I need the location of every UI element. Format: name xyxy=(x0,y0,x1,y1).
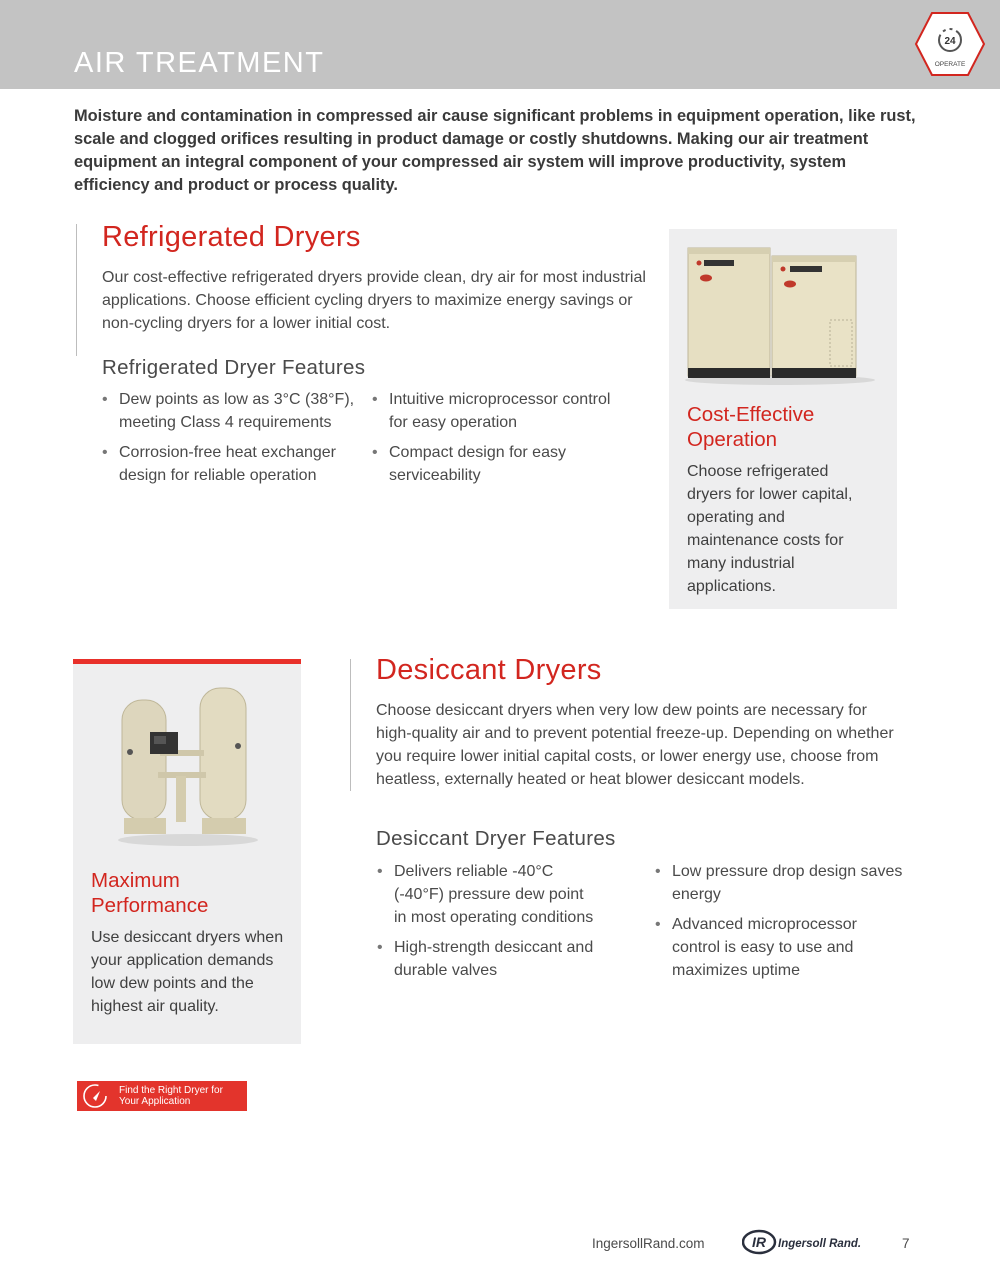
desiccant-features-col2 xyxy=(654,860,904,989)
maximum-performance-title: Maximum Performance xyxy=(91,869,209,917)
refrigerated-features-col1 xyxy=(101,388,371,494)
ingersoll-rand-logo xyxy=(742,1229,872,1255)
maximum-performance-text: Use desiccant dryers when your application demands low dew points and the highest air quality. xyxy=(91,929,284,1015)
compass-arrow-icon xyxy=(82,1083,108,1109)
cost-effective-title: Cost-Effective Operation xyxy=(687,403,815,451)
cost-effective-text: Choose refrigerated dryers for lower capital, operating and maintenance costs for many industrial applications. xyxy=(687,463,853,595)
list-item: • Advanced microprocessor control is easy to use and maximizes uptime xyxy=(654,913,904,982)
badge-label: OPERATE xyxy=(934,61,966,68)
operate-24-badge-icon xyxy=(914,11,986,77)
desiccant-title: Desiccant Dryers xyxy=(376,654,602,686)
badge-number: 24 xyxy=(944,36,956,47)
logo-text: Ingersoll Rand. xyxy=(778,1238,862,1250)
page-title: AIR TREATMENT xyxy=(74,47,325,79)
list-item: • Corrosion-free heat exchanger design for reliable operation xyxy=(101,441,371,487)
section-divider xyxy=(76,224,77,356)
list-item: • High-strength desiccant and durable valves xyxy=(376,936,638,982)
list-item: • Delivers reliable -40°C (-40°F) pressure dew point in most operating conditions xyxy=(376,860,594,929)
find-dryer-label: Find the Right Dryer for Your Application xyxy=(119,1085,223,1107)
intro-paragraph: Moisture and contamination in compressed air cause significant problems in equipment operation, like rust, scale and clogged orifices resulting in product damage or costly shutdowns. Making our air treatment equipment an integral component of your compressed air system will improve productivity, system efficiency and product or process quality. xyxy=(74,107,916,194)
refrigerated-dryer-image xyxy=(680,238,885,388)
refrigerated-title: Refrigerated Dryers xyxy=(102,221,361,253)
list-item: • Low pressure drop design saves energy xyxy=(654,860,904,906)
list-item: • Intuitive microprocessor control for easy operation xyxy=(371,388,616,434)
logo-mark: IR xyxy=(752,1234,766,1250)
refrigerated-features-title: Refrigerated Dryer Features xyxy=(102,356,366,379)
find-dryer-button[interactable] xyxy=(77,1081,247,1111)
footer-url[interactable]: IngersollRand.com xyxy=(592,1236,705,1251)
refrigerated-description: Our cost-effective refrigerated dryers provide clean, dry air for most industrial applications. Choose efficient cycling dryers to maximize energy savings or non-cycling dryers for a lower initial cost. xyxy=(102,269,646,332)
desiccant-description: Choose desiccant dryers when very low dew points are necessary for high-quality air and to prevent potential freeze-up. Depending on whether you require lower initial capital costs, or lower energy use, choose from heatless, externally heated or heat blower desiccant models. xyxy=(376,702,894,788)
page-number: 7 xyxy=(902,1236,910,1251)
list-item: • Compact design for easy serviceability xyxy=(371,441,616,487)
desiccant-dryer-image xyxy=(110,680,265,850)
desiccant-features-col1 xyxy=(376,860,638,989)
list-item: • Dew points as low as 3°C (38°F), meeting Class 4 requirements xyxy=(101,388,371,434)
section-divider xyxy=(350,659,351,791)
refrigerated-features-col2 xyxy=(371,388,616,494)
desiccant-features-title: Desiccant Dryer Features xyxy=(376,827,616,850)
